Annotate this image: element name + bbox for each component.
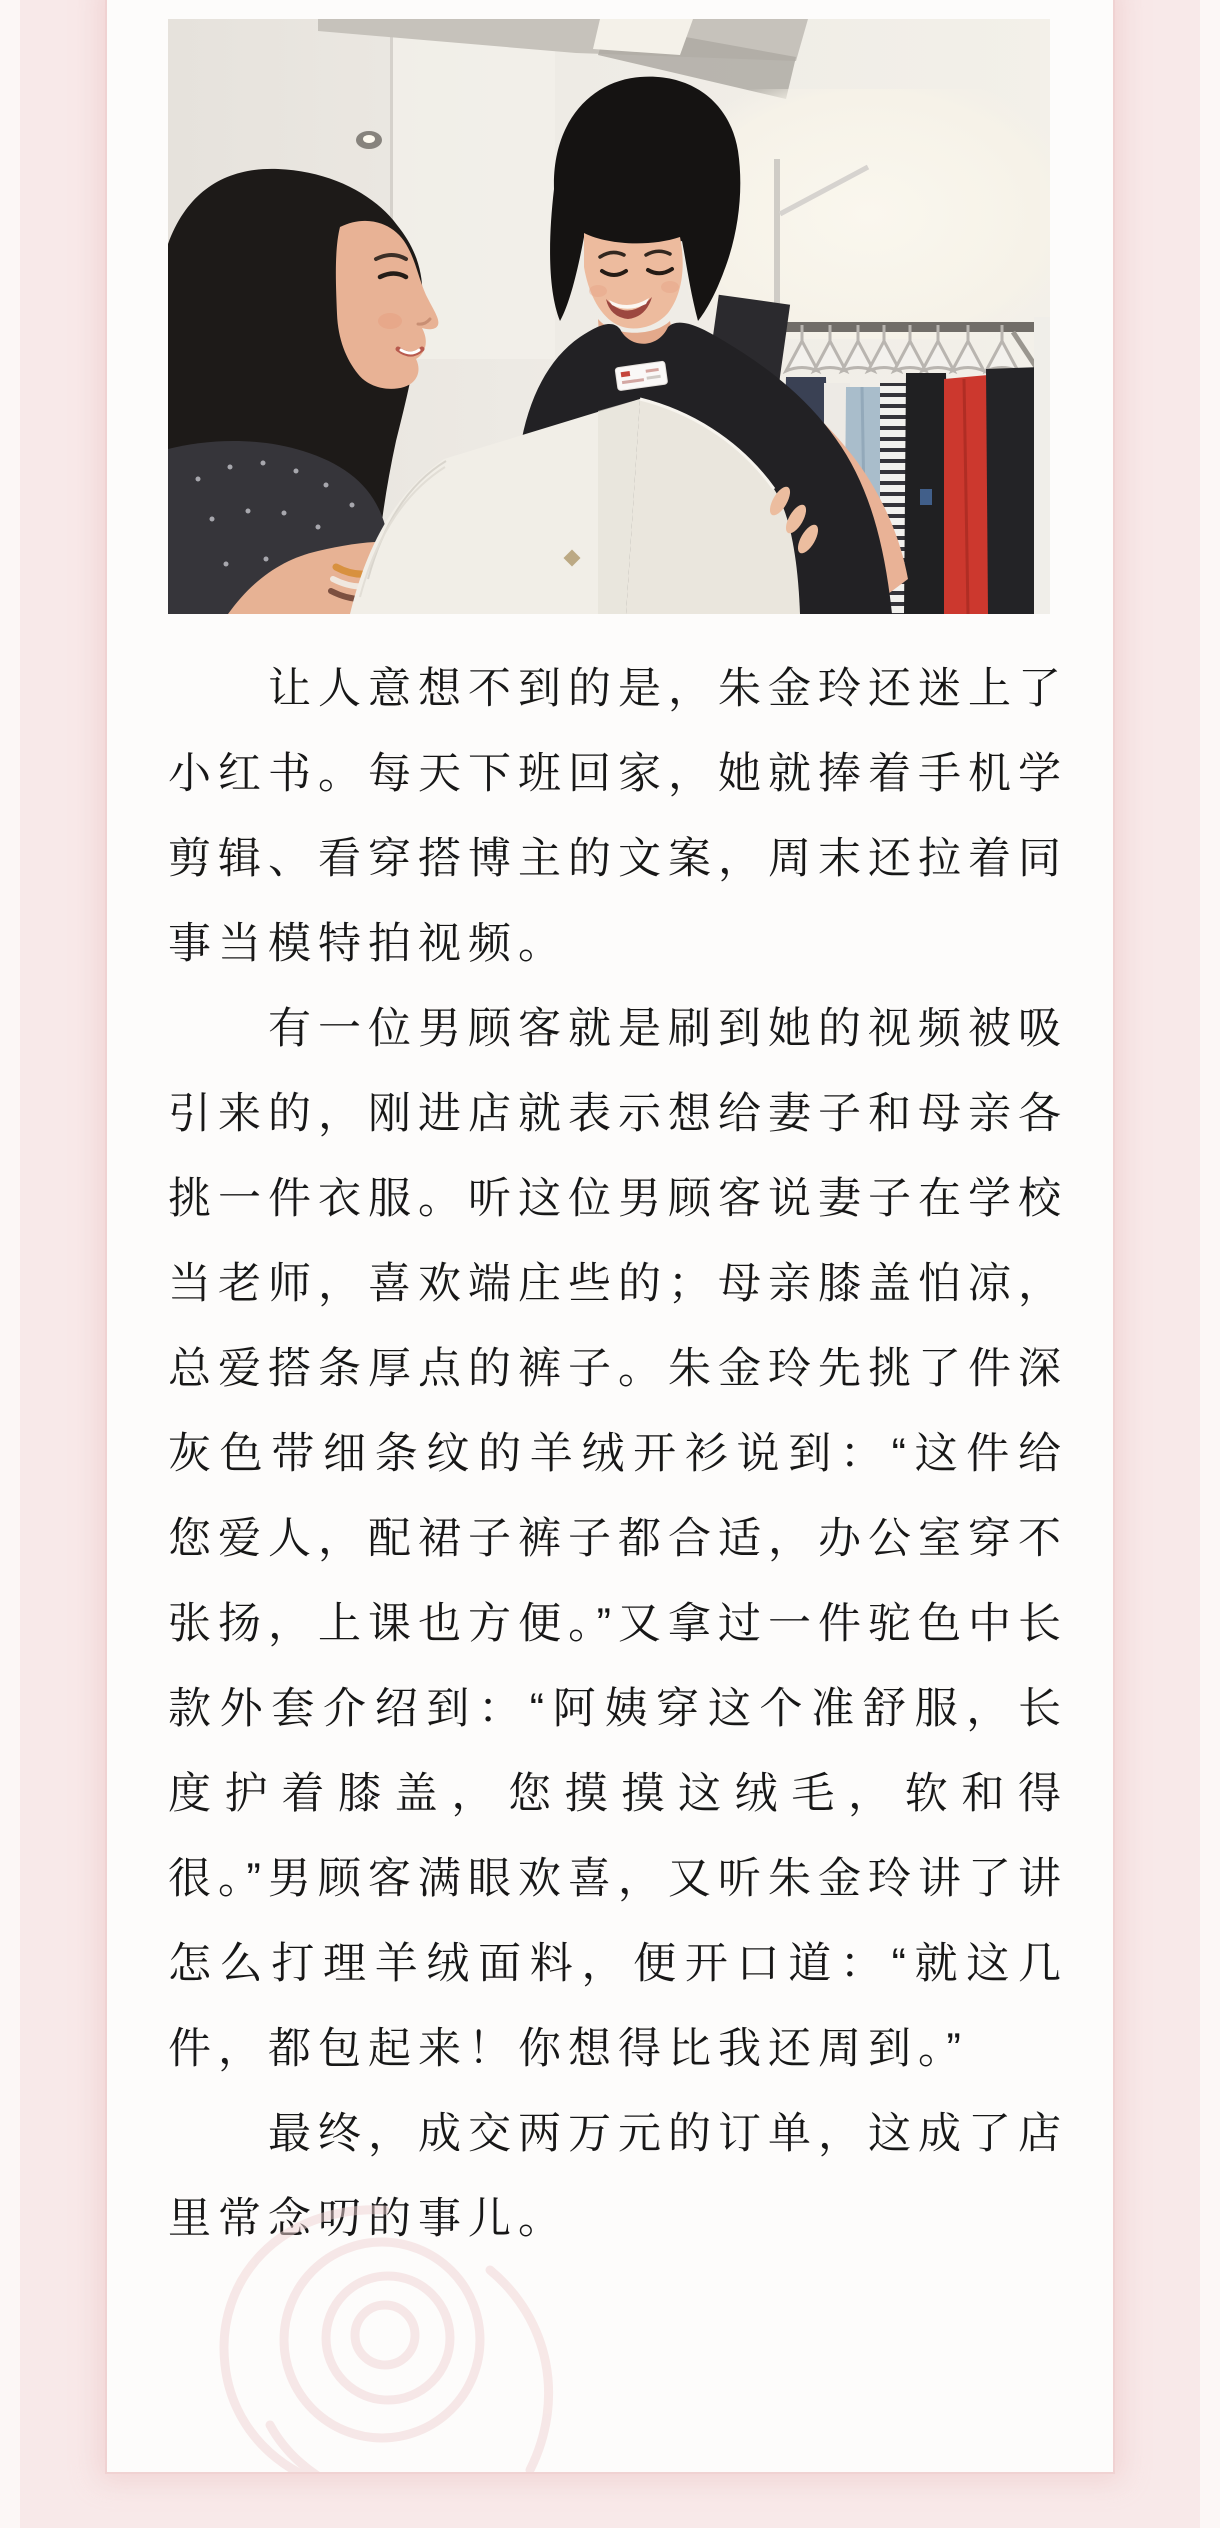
wall-divider [1034, 317, 1050, 614]
ceiling-spotlight-icon [356, 131, 382, 149]
store-photo [168, 19, 1050, 614]
paragraph-3: 最终，成交两万元的订单，这成了店里常念叨的事儿。 [168, 2110, 1068, 2243]
paragraph-1: 让人意想不到的是，朱金玲还迷上了小红书。每天下班回家，她就捧着手机学剪辑、看穿搭博主的文案，周末还拉着同事当模特拍视频。 [168, 665, 1068, 968]
article-text [168, 647, 1068, 2262]
content-card [105, 0, 1115, 2474]
paragraph-2: 有一位男顾客就是刷到她的视频被吸引来的，刚进店就表示想给妻子和母亲各挑一件衣服。听这位男顾客说妻子在学校当老师，喜欢端庄些的；母亲膝盖怕凉，总爱搭条厚点的裤子。朱金玲先挑了件深灰色带细条纹的羊绒开衫说到：“这件给您爱人，配裙子裤子都合适，办公室穿不张扬，上课也方便。”又拿过一件驼色中长款外套介绍到：“阿姨穿这个准舒服，长度护着膝盖，您摸摸这绒毛，软和得很。”男顾客满眼欢喜，又听朱金玲讲了讲怎么打理羊绒面料，便开口道：“就这几件，都包起来！你想得比我还周到。” [168, 1005, 1068, 2073]
rose-watermark-icon [130, 2150, 610, 2474]
store-photo-illustration [168, 19, 1050, 614]
